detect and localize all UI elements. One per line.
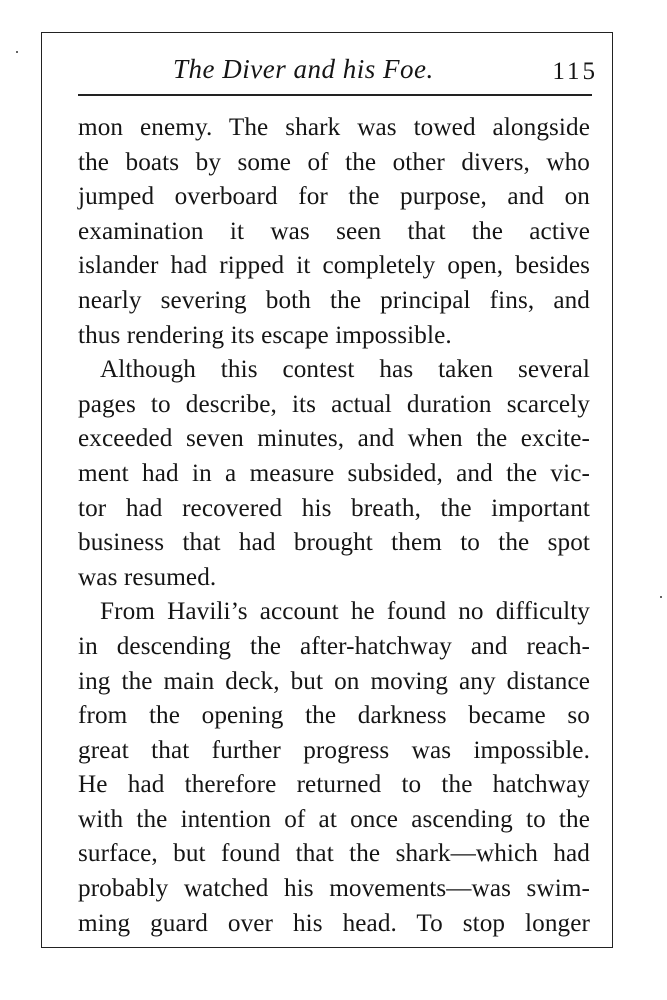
text-line: business that had brought them to the spot [78, 529, 590, 557]
text-line: exceeded seven minutes, and when the excite- [78, 425, 590, 453]
text-line: mon enemy. The shark was towed alongside [78, 114, 590, 141]
text-line: ment had in a measure subsided, and the vic- [78, 459, 590, 487]
header-rule [78, 94, 592, 96]
text-line: He had therefore returned to the hatchway [78, 771, 590, 799]
text-line: was resumed. [78, 563, 217, 591]
text-line: islander had ripped it completely open, besides [78, 252, 590, 280]
paragraph-1 [78, 111, 590, 353]
text-line: thus rendering its escape impossible. [78, 321, 452, 349]
text-line: great that further progress was impossible. [78, 736, 590, 764]
text-line: examination it was seen that the active [78, 217, 590, 245]
running-head [78, 48, 598, 92]
paragraph-3 [78, 595, 590, 941]
body-text [78, 111, 590, 941]
text-line: ing the main deck, but on moving any distance [78, 667, 590, 695]
text-line: in descending the after-hatchway and reach- [78, 632, 590, 660]
paragraph-2 [78, 353, 590, 595]
scan-speck [16, 51, 18, 53]
text-line: from the opening the darkness became so [78, 702, 590, 730]
text-line: Although this contest has taken several [100, 356, 590, 384]
text-line: pages to describe, its actual duration scarcely [78, 390, 590, 418]
text-line: jumped overboard for the purpose, and on [78, 183, 590, 211]
text-line: ming guard over his head. To stop longer [78, 909, 590, 937]
text-line: with the intention of at once ascending to the [78, 805, 590, 833]
text-line: tor had recovered his breath, the important [78, 494, 590, 522]
text-line: surface, but found that the shark—which had [78, 840, 590, 868]
scan-speck [660, 596, 662, 598]
text-line: the boats by some of the other divers, who [78, 148, 590, 176]
running-title: The Diver and his Foe. [173, 54, 434, 84]
text-line: probably watched his movements—was swim- [78, 875, 590, 903]
text-line: nearly severing both the principal fins, and [78, 286, 590, 314]
text-line: From Havili’s account he found no difficulty [100, 598, 590, 626]
page-number: 115 [552, 58, 598, 85]
